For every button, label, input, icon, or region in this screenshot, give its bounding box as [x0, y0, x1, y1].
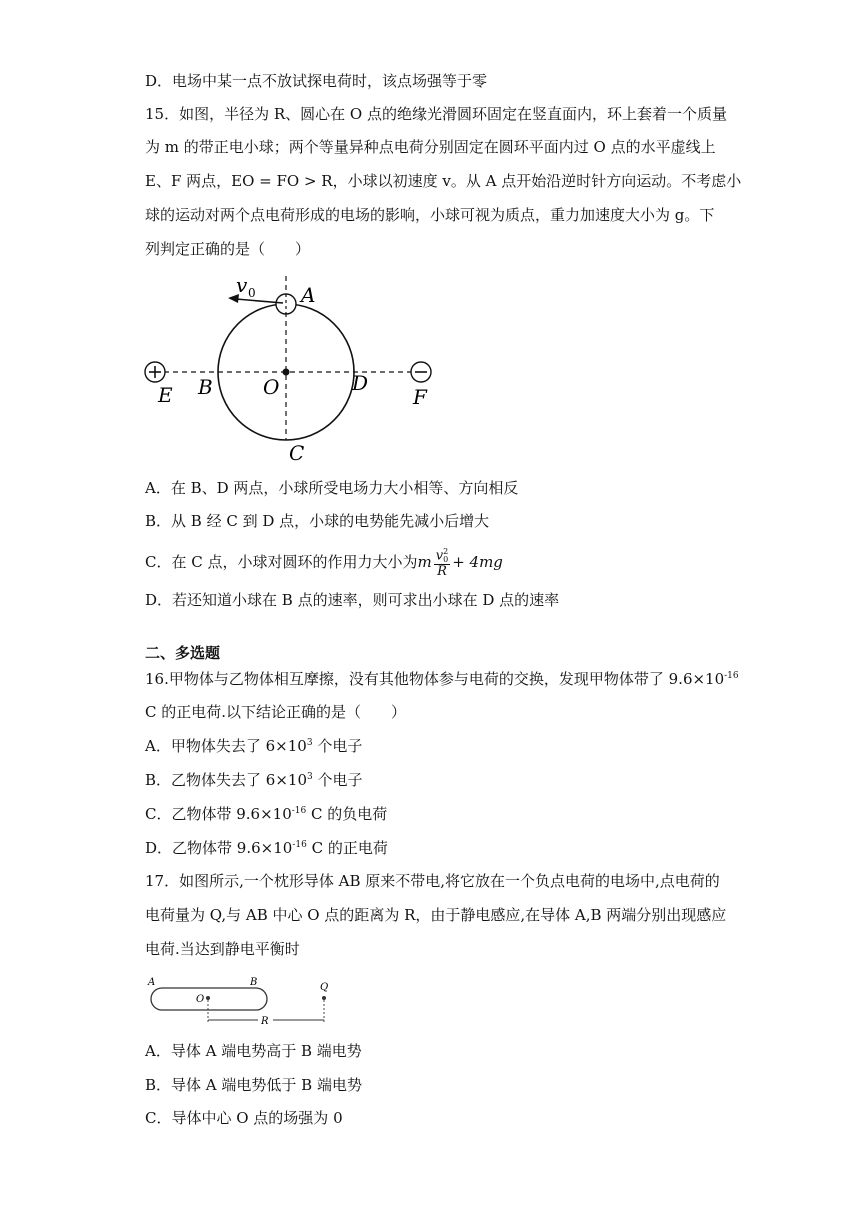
label-v0-sub: 0	[248, 286, 256, 300]
q16-a-text: A．甲物体失去了 6×10	[145, 737, 307, 755]
label-b: B	[250, 977, 258, 988]
q15-option-c-suffix: + 4mg	[452, 553, 503, 571]
q17-option-c: C．导体中心 O 点的场强为 0	[145, 1109, 343, 1127]
q16-c-sup: -16	[291, 806, 307, 816]
q16-option-d	[145, 838, 388, 858]
q16-stem-sup: -16	[724, 671, 739, 681]
label-a: A	[301, 283, 316, 307]
label-d: D	[352, 371, 369, 395]
q15-stem-line-2: 为 m 的带正电小球；两个等量异种点电荷分别固定在圆环平面内过 O 点的水平虚线上	[145, 138, 716, 156]
label-a: A	[148, 977, 156, 988]
label-f: F	[413, 385, 427, 409]
label-c: C	[289, 441, 305, 465]
q15-stem-line-4: 球的运动对两个点电荷形成的电场的影响，小球可视为质点，重力加速度大小为 g。下	[145, 206, 715, 224]
q16-d-text: D．乙物体带 9.6×10	[145, 839, 293, 857]
q17-conductor-diagram	[145, 974, 345, 1026]
label-o: O	[196, 994, 205, 1005]
label-r: R	[261, 1016, 269, 1026]
label-q: Q	[320, 982, 329, 993]
label-o: O	[263, 375, 280, 399]
q17-stem-line-1: 17．如图所示,一个枕形导体 AB 原来不带电,将它放在一个负点电荷的电场中,点电荷的	[145, 872, 720, 890]
q15-option-c-m: m	[417, 553, 432, 571]
q16-a-sup: 3	[306, 738, 313, 748]
q16-c-tail: C 的负电荷	[306, 805, 388, 823]
q16-stem-line-2: C 的正电荷.以下结论正确的是（ ）	[145, 703, 407, 721]
q15-circle-diagram	[138, 272, 448, 470]
point-charge	[322, 996, 326, 1000]
q16-b-tail: 个电子	[312, 771, 363, 789]
q17-stem-line-3: 电荷.当达到静电平衡时	[145, 940, 300, 958]
q17-option-b: B．导体 A 端电势低于 B 端电势	[145, 1076, 362, 1094]
q15-c-den: R	[437, 563, 447, 579]
q14-option-d: D．电场中某一点不放试探电荷时，该点场强等于零	[145, 72, 488, 90]
q16-b-sup: 3	[307, 772, 313, 782]
q15-option-c	[145, 542, 503, 582]
q16-option-c	[145, 804, 387, 824]
q15-stem-line-5: 列判定正确的是（ ）	[145, 240, 311, 258]
center-dot	[283, 369, 290, 376]
q15-option-d: D．若还知道小球在 B 点的速率，则可求出小球在 D 点的速率	[145, 591, 560, 609]
q17-stem-line-2: 电荷量为 Q,与 AB 中心 O 点的距离为 R，由于静电感应,在导体 A,B 两端分别出现感应	[145, 906, 727, 924]
q16-option-a	[145, 736, 362, 756]
q15-c-num-v: v	[435, 548, 444, 563]
q15-option-b: B．从 B 经 C 到 D 点，小球的电势能先减小后增大	[145, 512, 490, 530]
label-e: E	[158, 383, 173, 407]
label-b: B	[198, 375, 213, 399]
q16-stem-line-1	[145, 669, 739, 689]
section-title: 二、多选题	[145, 644, 221, 662]
q15-option-c-prefix: C．在 C 点，小球对圆环的作用力大小为	[145, 553, 418, 571]
conductor-center	[206, 996, 210, 1000]
q16-a-tail: 个电子	[312, 737, 363, 755]
q16-option-b	[145, 770, 363, 790]
q16-stem-text: 16.甲物体与乙物体相互摩擦，没有其他物体参与电荷的交换，发现甲物体带了 9.6×10	[145, 670, 725, 688]
q15-c-num-sub: 0	[443, 554, 449, 564]
q16-b-text: B．乙物体失去了 6×10	[145, 771, 307, 789]
q16-d-tail: C 的正电荷	[306, 839, 388, 857]
q15-option-a: A．在 B、D 两点，小球所受电场力大小相等、方向相反	[145, 479, 519, 497]
q15-stem-line-1: 15．如图，半径为 R、圆心在 O 点的绝缘光滑圆环固定在竖直面内，环上套着一个质量	[145, 105, 727, 123]
q15-option-c-fraction	[434, 548, 450, 579]
label-v0: v	[236, 273, 248, 297]
q15-c-num-sup: 2	[443, 546, 449, 556]
q16-d-sup: -16	[292, 840, 307, 850]
q17-option-a: A．导体 A 端电势高于 B 端电势	[145, 1042, 362, 1060]
q15-stem-line-3: E、F 两点，EO = FO > R，小球以初速度 v。从 A 点开始沿逆时针方向运动。不考虑小	[145, 172, 742, 190]
q16-c-text: C．乙物体带 9.6×10	[145, 805, 292, 823]
